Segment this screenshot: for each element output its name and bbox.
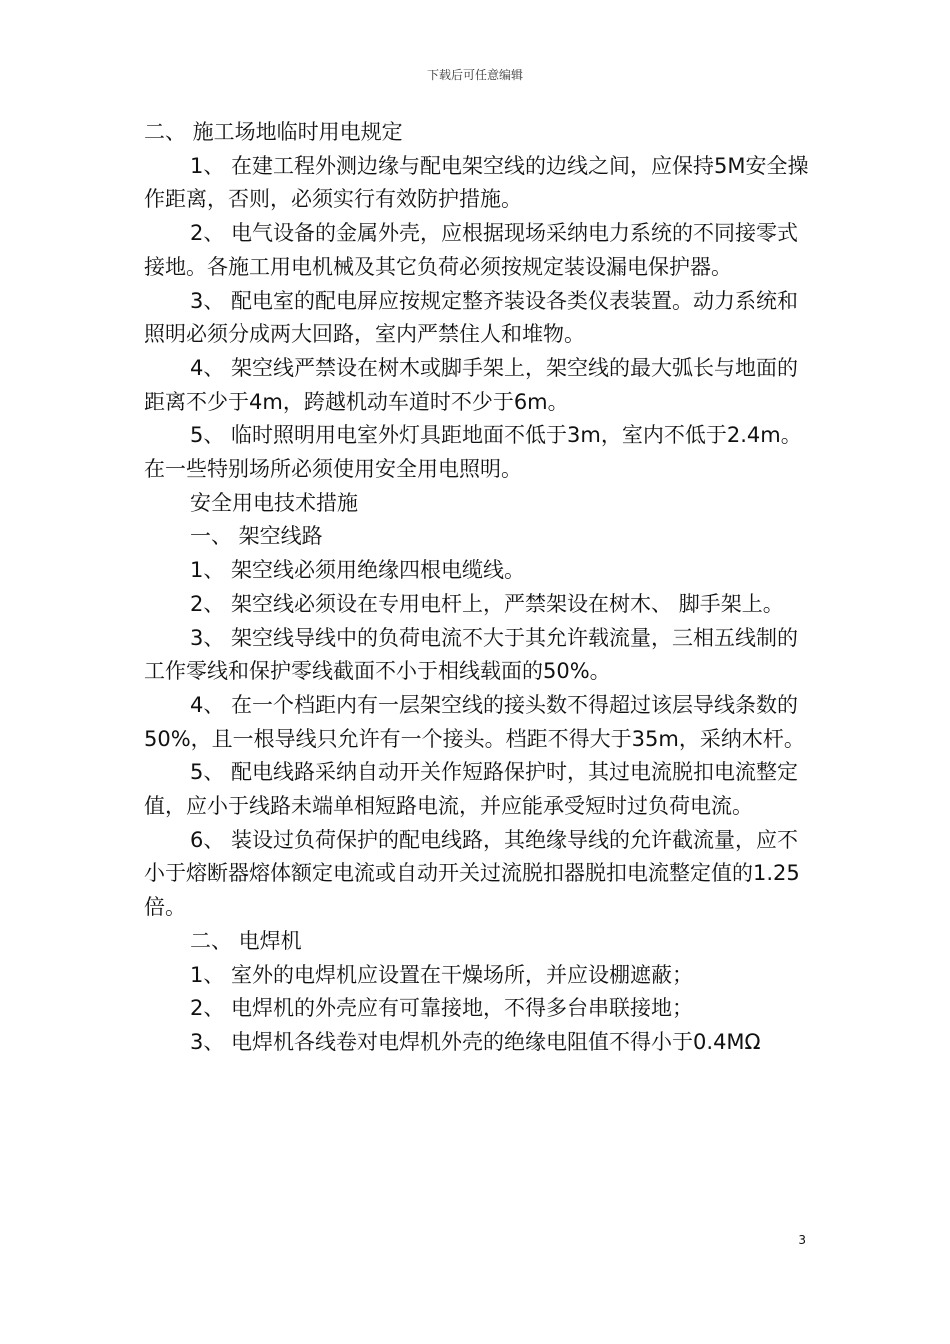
paragraph: 2、 电气设备的金属外壳，应根据现场采纳电力系统的不同接零式接地。各施工用电机械及其它负荷必须按规定装设漏电保护器。: [144, 221, 799, 279]
paragraph: 2、 电焊机的外壳应有可靠接地，不得多台串联接地；: [190, 996, 694, 1021]
paragraph: 3、 电焊机各线卷对电焊机外壳的绝缘电阻值不得小于0.4MΩ: [190, 1029, 761, 1054]
paragraph: 1、 在建工程外测边缘与配电架空线的边线之间，应保持5M安全操作距离，否则，必须实行有效防护措施。: [144, 153, 809, 212]
page-header: 下载后可任意编辑: [426, 68, 523, 82]
paragraph: 3、 配电室的配电屏应按规定整齐装设各类仪表装置。动力系统和照明必须分成两大回路，室内严禁住人和堆物。: [144, 288, 799, 347]
paragraph: 2、 架空线必须设在专用电杆上，严禁架设在树木、 脚手架上。: [190, 591, 784, 616]
paragraph: 3、 架空线导线中的负荷电流不大于其允许载流量，三相五线制的工作零线和保护零线截面不小于相线载面的50%。: [144, 625, 799, 684]
section-heading: 二、 施工场地临时用电规定: [144, 120, 403, 144]
section-heading: 一、 架空线路: [190, 524, 323, 549]
document-body: [144, 116, 810, 1060]
page-number: 3: [798, 1233, 806, 1247]
paragraph: 5、 配电线路采纳自动开关作短路保护时，其过电流脱扣电流整定值，应小于线路未端单相短路电流，并应能承受短时过负荷电流。: [144, 760, 799, 819]
paragraph: 4、 架空线严禁设在树木或脚手架上，架空线的最大弧长与地面的距离不少于4m，跨越机动车道时不少于6m。: [144, 355, 799, 414]
paragraph: 4、 在一个档距内有一层架空线的接头数不得超过该层导线条数的50%，且一根导线只允许有一个接头。档距不得大于35m，采纳木杆。: [144, 692, 805, 751]
paragraph: 6、 装设过负荷保护的配电线路，其绝缘导线的允许截流量，应不小于熔断器熔体额定电流或自动开关过流脱扣器脱扣电流整定值的1.25倍。: [144, 827, 800, 920]
section-heading: 二、 电焊机: [190, 928, 302, 953]
section-heading: 安全用电技术措施: [190, 490, 358, 515]
paragraph: 1、 室外的电焊机应设置在干燥场所，并应设棚遮蔽；: [190, 962, 694, 987]
paragraph: 1、 架空线必须用绝缘四根电缆线。: [190, 558, 526, 583]
paragraph: 5、 临时照明用电室外灯具距地面不低于3m，室内不低于2.4m。在一些特别场所必须使用安全用电照明。: [144, 423, 802, 482]
